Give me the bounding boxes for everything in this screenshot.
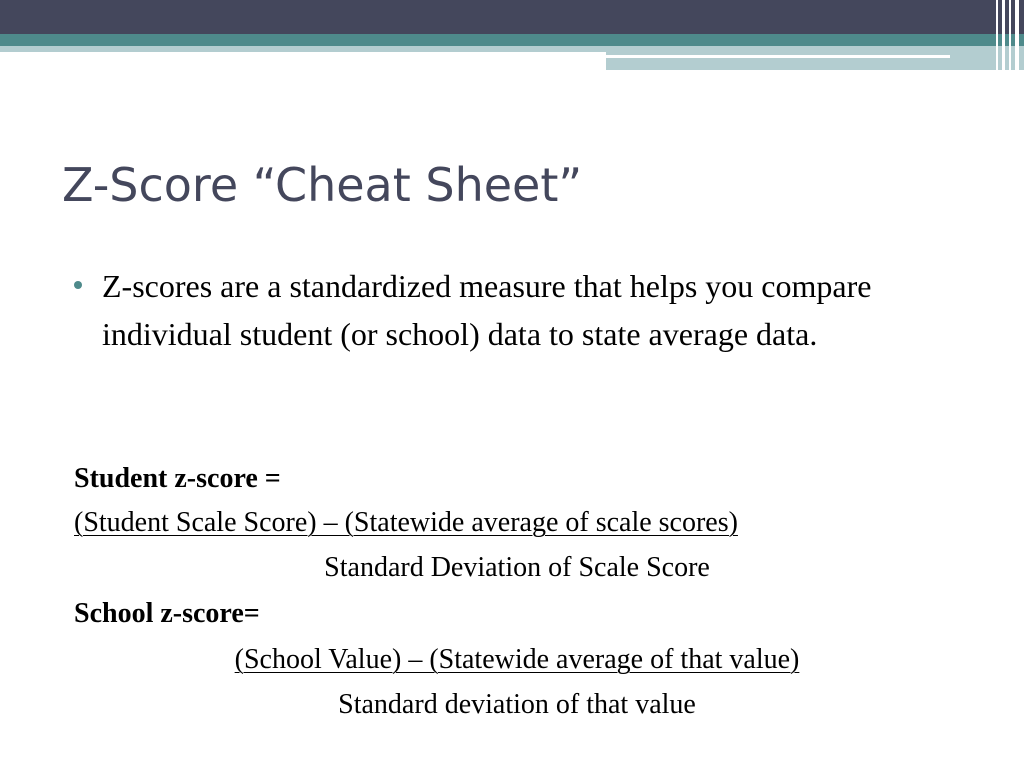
header-band-teal	[0, 34, 1024, 46]
school-zscore-numerator: (School Value) – (Statewide average of that value)	[234, 644, 800, 675]
header-band-light-left	[0, 46, 606, 52]
header-band-dark	[0, 0, 1024, 34]
student-zscore-denominator: Standard Deviation of Scale Score	[324, 552, 710, 583]
header-accent-line	[606, 55, 950, 58]
corner-stripes	[992, 0, 1024, 70]
bullet-marker-icon	[74, 281, 82, 289]
student-zscore-label: Student z-score =	[74, 463, 281, 494]
school-zscore-denominator: Standard deviation of that value	[338, 689, 696, 720]
student-zscore-numerator: (Student Scale Score) – (Statewide average of scale scores)	[74, 507, 738, 538]
bullet-text: Z-scores are a standardized measure that helps you compare individual student (or school) data to state average data.	[102, 268, 872, 352]
slide-title: Z-Score “Cheat Sheet”	[62, 158, 583, 212]
header-band-light-right	[606, 46, 1024, 70]
school-zscore-label: School z-score=	[74, 598, 260, 629]
